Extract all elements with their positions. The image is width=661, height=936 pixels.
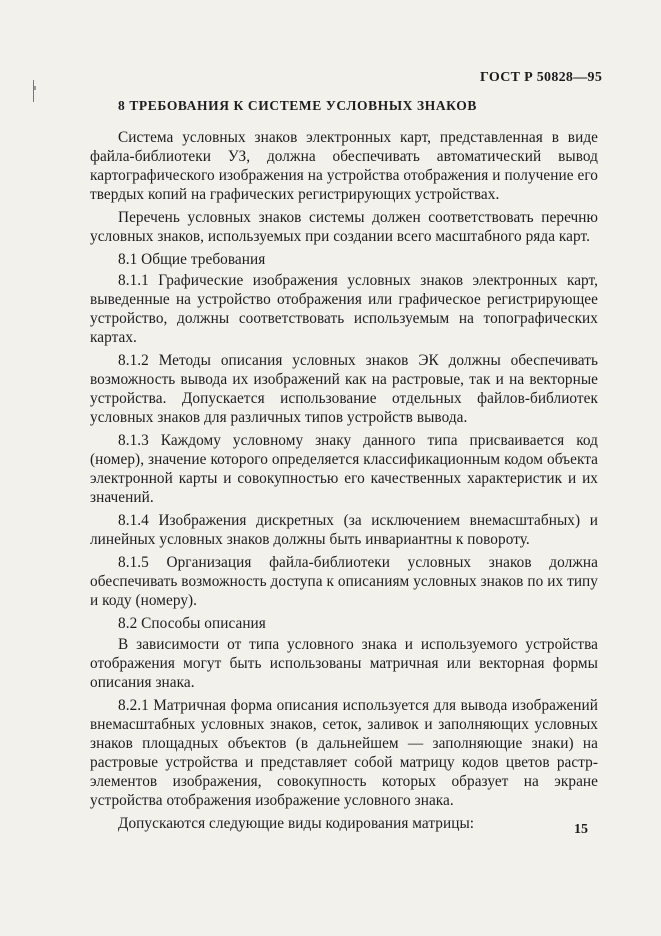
document-code-header: ГОСТ Р 50828—95: [480, 70, 603, 85]
paragraph-list-requirement: Перечень условных знаков системы должен соответствовать перечню условных знаков, используемых при создании всего масштабного ряда карт.: [90, 209, 598, 245]
paragraph-encoding-types: Допускаются следующие виды кодирования матрицы:: [118, 815, 475, 832]
paragraph-8-1-1: 8.1.1 Графические изображения условных знаков электронных карт, выведенные на устройство отображения или графическое регистрирующее устройство, должны соответствовать используемым на топографических картах.: [90, 272, 598, 346]
paragraph-8-1-3: 8.1.3 Каждому условному знаку данного типа присваивается код (номер), значение которого определяется классификационным кодом объекта электронной карты и совокупностью его качественных характеристик и их значений.: [90, 432, 598, 506]
margin-mark-dot: [34, 86, 36, 90]
page-number: 15: [574, 822, 588, 837]
section-title: 8 ТРЕБОВАНИЯ К СИСТЕМЕ УСЛОВНЫХ ЗНАКОВ: [118, 98, 477, 113]
paragraph-8-1-5: 8.1.5 Организация файла-библиотеки условных знаков должна обеспечивать возможность доступа к описаниям условных знаков по их типу и коду (номеру).: [90, 554, 598, 609]
paragraph-8-1-2: 8.1.2 Методы описания условных знаков ЭК должны обеспечивать возможность вывода их изображений как на растровые, так и на векторные устройства. Допускается использование отдельных файлов-библиотек условных знаков для различных типов устройств вывода.: [90, 352, 598, 426]
paragraph-8-2-intro: В зависимости от типа условного знака и используемого устройства отображения могут быть использованы матричная или векторная формы описания знака.: [90, 636, 598, 691]
paragraph-8-1-4: 8.1.4 Изображения дискретных (за исключением внемасштабных) и линейных условных знаков должны быть инвариантны к повороту.: [90, 512, 598, 548]
subsection-heading-8-2: 8.2 Способы описания: [118, 615, 266, 632]
paragraph-intro: Система условных знаков электронных карт, представленная в виде файла-библиотеки УЗ, должна обеспечивать автоматический вывод картографического изображения на устройства отображения и получение его твердых копий на графических регистрирующих устройствах.: [90, 129, 598, 203]
subsection-heading-8-1: 8.1 Общие требования: [118, 251, 266, 268]
document-body: [90, 128, 598, 837]
margin-mark: [33, 80, 34, 102]
paragraph-8-2-1: 8.2.1 Матричная форма описания используется для вывода изображений внемасштабных условных знаков, сеток, заливок и заполняющих условных знаков площадных объектов (в дальнейшем — заполняющие знаки) на растровые устройства и представляет собой матрицу кодов цветов растр-элементов изображения, совокупность которых образует на экране устройства отображения изображение условного знака.: [90, 697, 598, 809]
